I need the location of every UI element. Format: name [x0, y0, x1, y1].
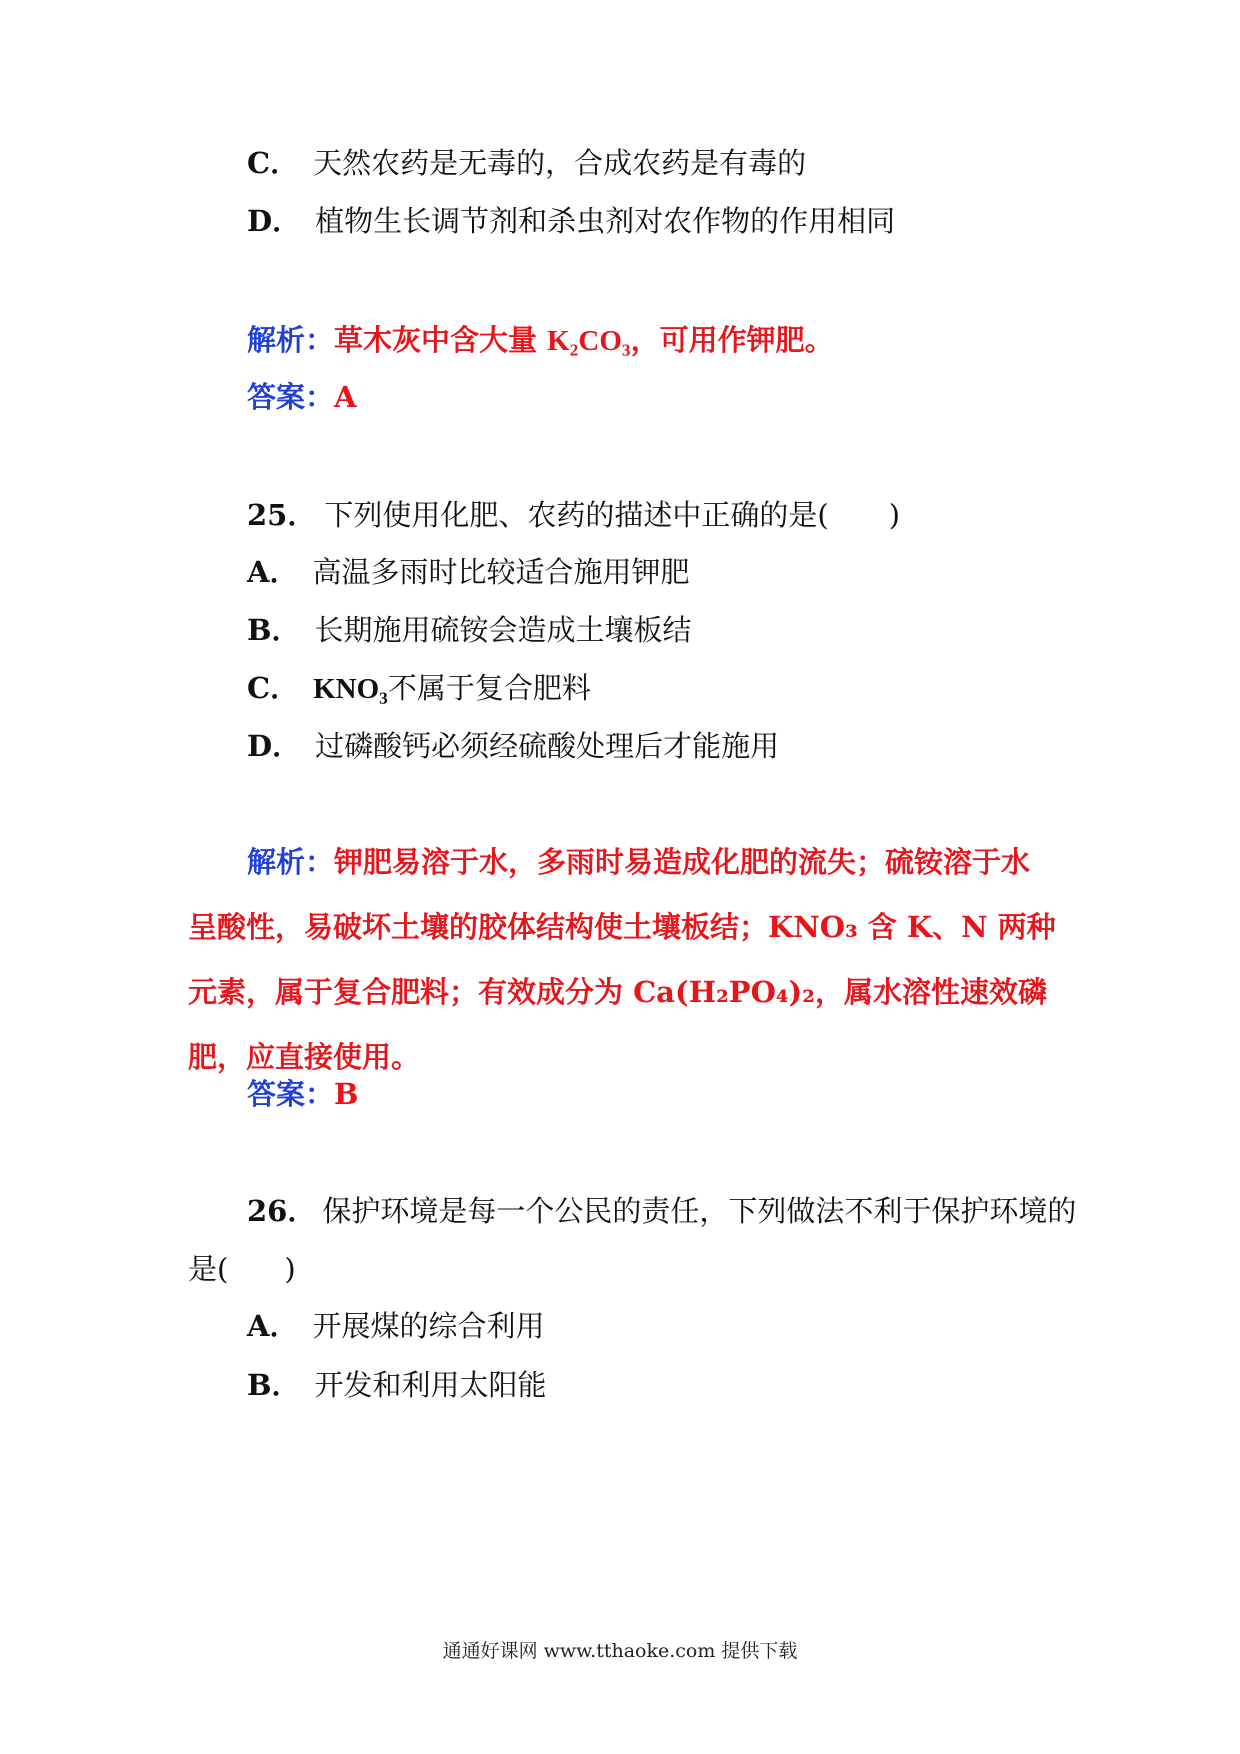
option-text: 长期施用硫铵会造成土壤板结: [314, 613, 692, 647]
option-formula: KNO₃: [313, 673, 388, 705]
answer-value: B: [334, 1077, 359, 1111]
answer-label: 答案：: [247, 380, 335, 414]
q25-option-d: [247, 726, 779, 766]
option-text: 不属于复合肥料: [387, 671, 591, 705]
analysis-formula: K₂CO₃: [547, 325, 631, 357]
option-text: 高温多雨时比较适合施用钾肥: [312, 555, 690, 589]
q24-option-d: [247, 201, 895, 241]
q25-analysis: [188, 830, 1058, 1090]
analysis-text: 草木灰中含大量: [334, 323, 548, 357]
q25-question: [247, 495, 900, 535]
question-number: 25．: [247, 498, 317, 532]
q26-question-line2: [188, 1249, 296, 1289]
q26-option-a: [247, 1306, 545, 1346]
option-label: B．: [247, 1368, 301, 1402]
option-label: B．: [247, 613, 301, 647]
q26-option-b: [247, 1365, 547, 1405]
q24-option-c: [247, 143, 806, 183]
option-label: C．: [247, 146, 300, 180]
q25-answer: [247, 1074, 359, 1114]
analysis-text: 钾肥易溶于水，多雨时易造成化肥的流失；硫铵溶于水呈酸性，易破坏土壤的胶体结构使土壤板结；KNO₃ 含 K、N 两种元素，属于复合肥料；有效成分为 Ca(H₂PO₄)₂，属水溶性速效磷肥，应直接使用。: [188, 845, 1056, 1074]
question-text: 保护环境是每一个公民的责任，下列做法不利于保护环境的: [322, 1194, 1077, 1228]
question-close: ): [888, 498, 901, 532]
q24-answer: [247, 377, 357, 417]
option-label: C．: [247, 671, 300, 705]
question-number: 26．: [247, 1194, 317, 1228]
option-text: 开发和利用太阳能: [314, 1368, 547, 1402]
analysis-label: 解析：: [247, 323, 335, 357]
option-label: A．: [247, 1309, 299, 1343]
answer-label: 答案：: [247, 1077, 335, 1111]
analysis-label: 解析：: [247, 845, 335, 879]
option-text: 过磷酸钙必须经硫酸处理后才能施用: [315, 729, 780, 763]
analysis-text-end: ，可用作钾肥。: [630, 323, 834, 357]
question-text: 是(: [188, 1252, 229, 1286]
question-text: 下列使用化肥、农药的描述中正确的是(: [324, 498, 829, 532]
option-text: 天然农药是无毒的，合成农药是有毒的: [313, 146, 807, 180]
option-text: 开展煤的综合利用: [312, 1309, 545, 1343]
answer-value: A: [334, 380, 357, 414]
q25-option-c: [247, 668, 591, 709]
q26-question-line1: [247, 1191, 1076, 1231]
option-label: A．: [247, 555, 299, 589]
option-label: D．: [247, 729, 302, 763]
question-close: ): [284, 1252, 296, 1286]
option-text: 植物生长调节剂和杀虫剂对农作物的作用相同: [315, 204, 896, 238]
q25-option-b: [247, 610, 692, 650]
q24-analysis: [247, 320, 834, 361]
option-label: D．: [247, 204, 302, 238]
page-footer: 通通好课网 www.tthaoke.com 提供下载: [442, 1640, 798, 1662]
q25-option-a: [247, 552, 690, 592]
